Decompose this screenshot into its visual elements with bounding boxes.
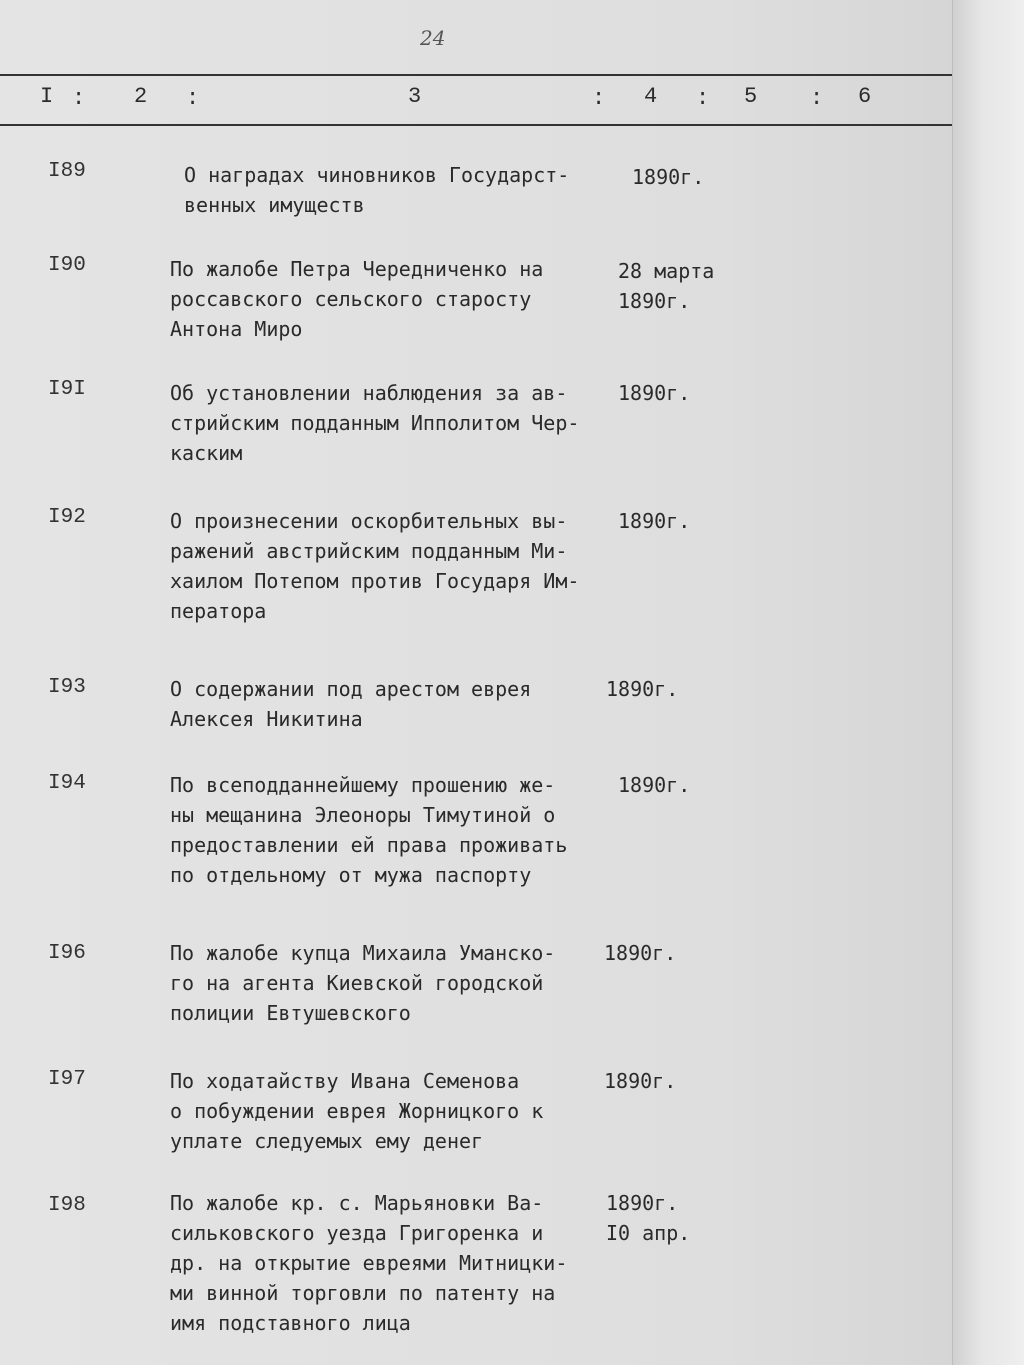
record-title: Об установлении наблюдения за ав- стрийским подданным Ипполитом Чер- каским bbox=[170, 381, 580, 465]
column-header-3: 3 bbox=[408, 84, 422, 109]
record-number: I9I bbox=[48, 378, 86, 401]
record-number: I90 bbox=[48, 254, 86, 277]
column-separator: : bbox=[72, 86, 86, 111]
record-title: О содержании под арестом еврея Алексея Никитина bbox=[170, 677, 532, 731]
record-title: По жалобе кр. с. Марьяновки Ва- сильковского уезда Григоренка и др. на открытие евреями Митницки- ми винной торговли по патенту на имя подставного лица bbox=[170, 1191, 568, 1335]
column-separator: : bbox=[810, 86, 824, 111]
record-title: По жалобе купца Михаила Уманско- го на агента Киевской городской полиции Евтушевского bbox=[170, 941, 556, 1025]
record-date: 1890г. bbox=[606, 677, 679, 701]
column-separator: : bbox=[186, 86, 200, 111]
column-header-1: I bbox=[40, 84, 54, 109]
record-date: 1890г. bbox=[618, 773, 691, 797]
record-number: I89 bbox=[48, 160, 86, 183]
record-number: I98 bbox=[48, 1194, 86, 1217]
record-title: По жалобе Петра Чередниченко на россавского сельского старосту Антона Миро bbox=[170, 257, 544, 341]
record-title: По всеподданнейшему прошению же- ны мещанина Элеоноры Тимутиной о предоставлении ей права проживать по отдельному от мужа паспорту bbox=[170, 773, 568, 887]
record-title: По ходатайству Ивана Семенова о побуждении еврея Жорницкого к уплате следуемых ему денег bbox=[170, 1069, 544, 1153]
record-number: I92 bbox=[48, 506, 86, 529]
record-number: I97 bbox=[48, 1068, 86, 1091]
record-date: 1890г. bbox=[618, 509, 691, 533]
column-header-5: 5 bbox=[744, 84, 758, 109]
page-number: 24 bbox=[420, 26, 446, 50]
record-number: I93 bbox=[48, 676, 86, 699]
page-fold-edge bbox=[952, 0, 1024, 1365]
record-title: О произнесении оскорбительных вы- ражений австрийским подданным Ми- хаилом Потепом против Государя Им- ператора bbox=[170, 509, 580, 623]
record-date: 1890г. I0 апр. bbox=[606, 1191, 691, 1245]
column-separator: : bbox=[592, 86, 606, 111]
record-date: 1890г. bbox=[632, 165, 705, 189]
record-number: I96 bbox=[48, 942, 86, 965]
column-header-6: 6 bbox=[858, 84, 872, 109]
column-header-4: 4 bbox=[644, 84, 658, 109]
record-number: I94 bbox=[48, 772, 86, 795]
record-date: 1890г. bbox=[618, 381, 691, 405]
column-separator: : bbox=[696, 86, 710, 111]
column-header-2: 2 bbox=[134, 84, 148, 109]
record-date: 1890г. bbox=[604, 941, 677, 965]
header-top-rule bbox=[0, 74, 952, 76]
record-title: О наградах чиновников Государст- венных имуществ bbox=[184, 163, 570, 217]
record-date: 1890г. bbox=[604, 1069, 677, 1093]
record-date: 28 марта 1890г. bbox=[618, 259, 715, 313]
header-bottom-rule bbox=[0, 124, 952, 126]
